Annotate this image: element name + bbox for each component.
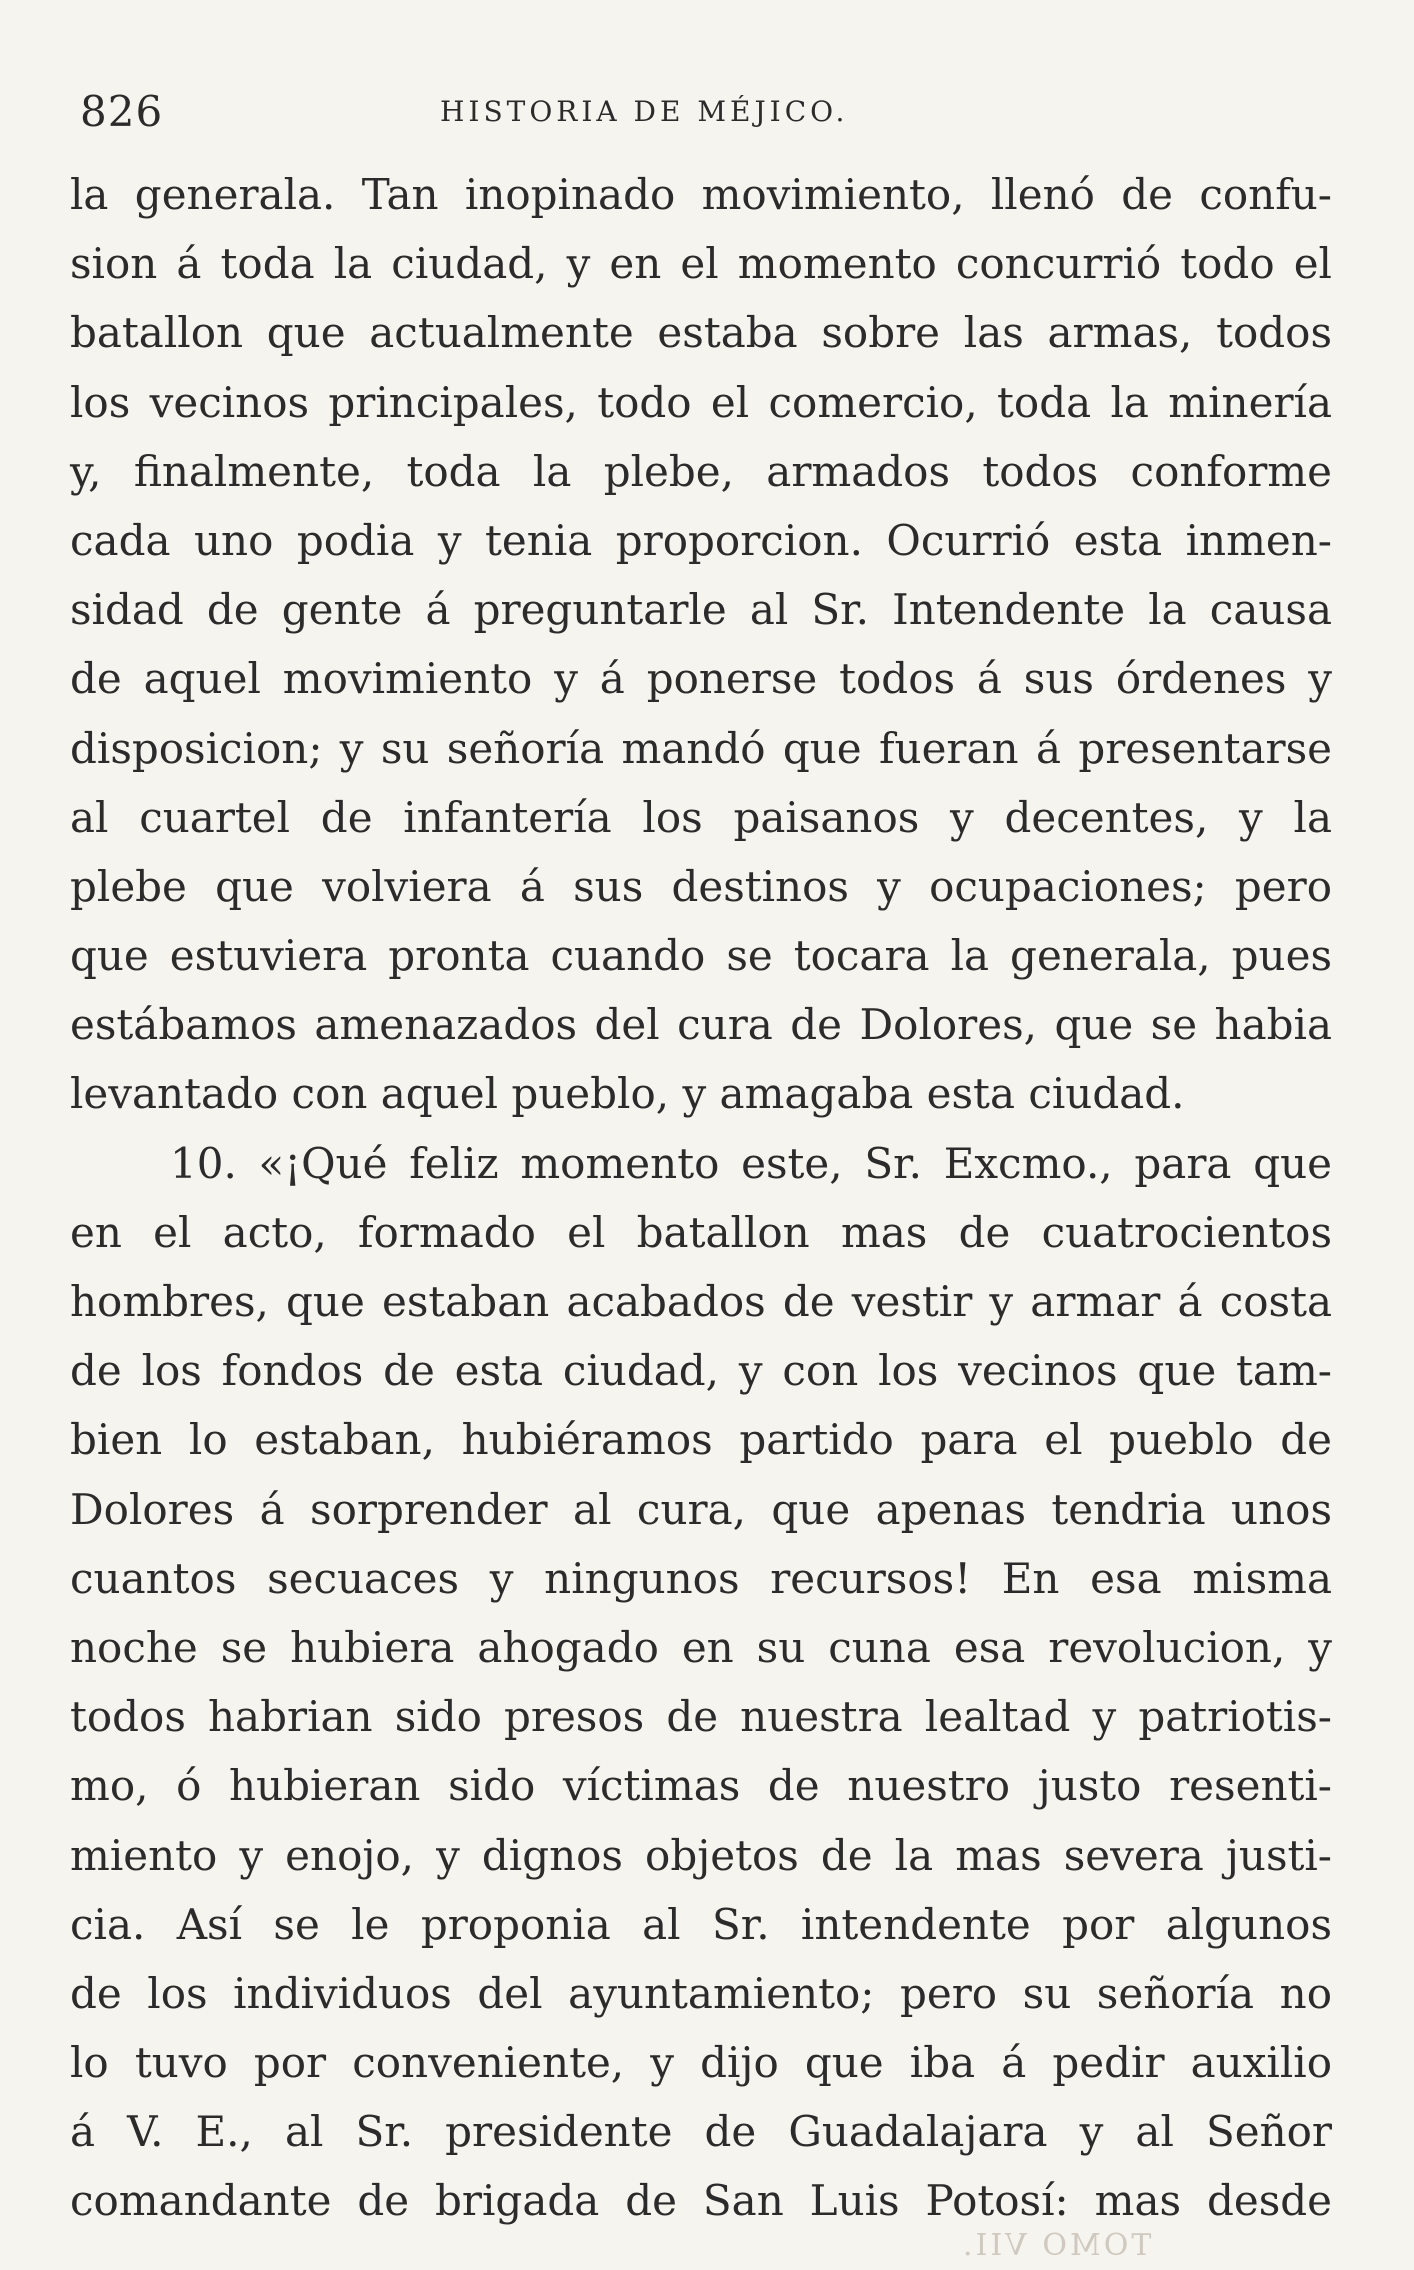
running-title: HISTORIA DE MÉJICO. bbox=[440, 95, 849, 128]
text-line: Dolores á sorprender al cura, que apenas tendria unos bbox=[70, 1484, 1332, 1534]
text-line: que estuviera pronta cuando se tocara la generala, pues bbox=[70, 931, 1332, 981]
paragraph-start-line: 10. «¡Qué feliz momento este, Sr. Excmo., para que bbox=[170, 1138, 1332, 1188]
bleed-through-text: TOMO VII. bbox=[960, 2228, 1152, 2263]
text-line: cuantos secuaces y ningunos recursos! En esa misma bbox=[70, 1553, 1332, 1603]
text-line: los vecinos principales, todo el comercio, toda la minería bbox=[70, 377, 1332, 427]
text-line: noche se hubiera ahogado en su cuna esa revolucion, y bbox=[70, 1622, 1332, 1672]
text-line: cia. Así se le proponia al Sr. intendente por algunos bbox=[70, 1899, 1332, 1949]
text-line: comandante de brigada de San Luis Potosí: mas desde bbox=[70, 2176, 1332, 2226]
text-line: á V. E., al Sr. presidente de Guadalajara y al Señor bbox=[70, 2107, 1332, 2157]
text-line: levantado con aquel pueblo, y amagaba esta ciudad. bbox=[70, 1069, 1185, 1119]
text-line: la generala. Tan inopinado movimiento, llenó de confu- bbox=[70, 170, 1332, 219]
text-line: miento y enojo, y dignos objetos de la mas severa justi- bbox=[70, 1830, 1332, 1880]
text-line: de los fondos de esta ciudad, y con los vecinos que tam- bbox=[70, 1346, 1332, 1396]
page-header bbox=[80, 82, 1334, 142]
text-line: al cuartel de infantería los paisanos y decentes, y la bbox=[70, 792, 1332, 842]
text-line: mo, ó hubieran sido víctimas de nuestro justo resenti- bbox=[70, 1761, 1332, 1811]
text-line: cada uno podia y tenia proporcion. Ocurrió esta inmen- bbox=[70, 515, 1332, 565]
body-text bbox=[70, 160, 1332, 2236]
text-line: bien lo estaban, hubiéramos partido para el pueblo de bbox=[70, 1415, 1332, 1465]
text-line: lo tuvo por conveniente, y dijo que iba á pedir auxilio bbox=[70, 2038, 1332, 2088]
text-line: sidad de gente á preguntarle al Sr. Intendente la causa bbox=[70, 585, 1332, 635]
text-line: plebe que volviera á sus destinos y ocupaciones; pero bbox=[70, 861, 1332, 911]
page-number: 826 bbox=[80, 87, 164, 136]
text-line: hombres, que estaban acabados de vestir y armar á costa bbox=[70, 1277, 1332, 1326]
text-line: batallon que actualmente estaba sobre las armas, todos bbox=[70, 308, 1332, 358]
text-line: en el acto, formado el batallon mas de cuatrocientos bbox=[70, 1207, 1332, 1257]
text-line: y, finalmente, toda la plebe, armados todos conforme bbox=[70, 446, 1332, 496]
text-line: estábamos amenazados del cura de Dolores, que se habia bbox=[70, 1000, 1332, 1050]
text-line: sion á toda la ciudad, y en el momento concurrió todo el bbox=[70, 239, 1332, 289]
text-line: disposicion; y su señoría mandó que fueran á presentarse bbox=[70, 723, 1332, 773]
text-line: todos habrian sido presos de nuestra lealtad y patriotis- bbox=[70, 1692, 1332, 1742]
text-line: de aquel movimiento y á ponerse todos á sus órdenes y bbox=[70, 654, 1332, 704]
text-line: de los individuos del ayuntamiento; pero su señoría no bbox=[70, 1968, 1332, 2018]
